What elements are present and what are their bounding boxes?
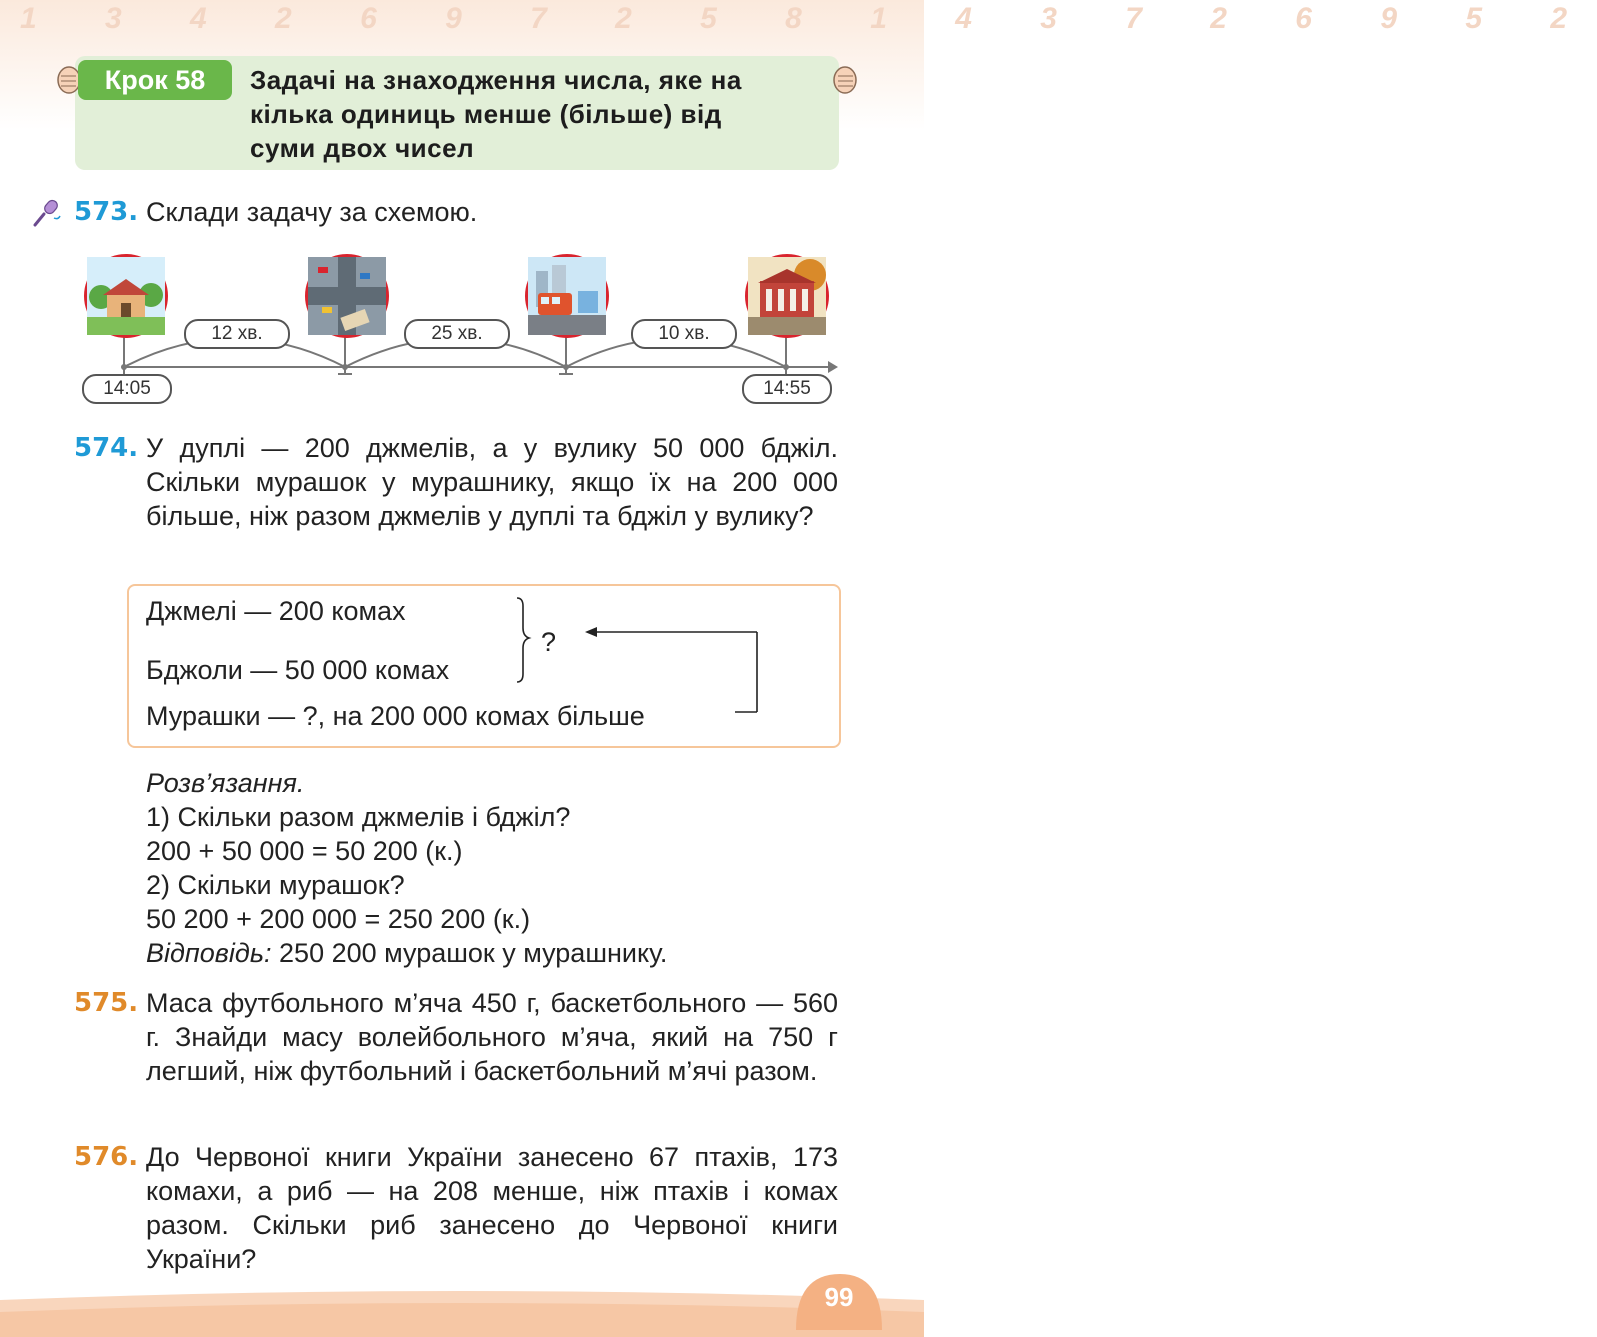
bottom-decor-wave [0,1270,924,1337]
background-digits-decor: 1 3 4 2 6 9 7 2 5 8 1 4 3 7 2 6 9 5 2 [20,2,1597,35]
school-icon [745,254,829,338]
brace-and-arrow [509,594,769,734]
answer-label: Відповідь: [146,938,272,968]
problem-575-text: Маса футбольного м’яча 450 г, баскетбольного — 560 г. Знайди масу волейбольного м’яча, який на 750 г легший, ніж футбольний і баскетбольний м’ячі разом. [146,988,838,1086]
pointing-hand-icon [832,64,858,96]
problem-574-text: У дуплі — 200 джмелів, а у вулику 50 000 бджіл. Скільки мурашок у мурашнику, якщо їх на 200 000 більше, ніж разом джмелів у дуплі та бджіл у вулику? [146,433,838,531]
bus-stop-icon [525,254,609,338]
sum-question-mark: ? [541,627,557,657]
short-condition-box [127,584,841,748]
condition-line-bumblebees: Джмелі — 200 комах [146,596,406,626]
interval-label: 12 хв. [184,319,290,349]
problem-573-text: Склади задачу за схемою. [146,197,478,227]
solution-step-2-equation: 50 200 + 200 000 = 250 200 (к.) [146,904,531,934]
solution-step-1-question: 1) Скільки разом джмелів і бджіл? [146,802,571,832]
lesson-title: Задачі на знаходження числа, яке на кілька одиниць менше (більше) від суми двох чисел [250,65,742,163]
problem-576-number: 576. [74,1142,139,1172]
solution-answer [146,936,667,970]
route-time-scheme [76,250,836,410]
solution-heading: Розв’язання. [146,768,305,798]
crossroad-icon [305,254,389,338]
solution-step-1-equation: 200 + 50 000 = 50 200 (к.) [146,836,463,866]
interval-label: 25 хв. [404,319,510,349]
page-number: 99 [824,1282,854,1312]
end-time-label: 14:55 [742,374,832,404]
step-badge: Крок 58 [78,60,232,100]
problem-575-number: 575. [74,988,139,1018]
house-icon [84,254,168,338]
solution-step-2-question: 2) Скільки мурашок? [146,870,405,900]
problem-576-text: До Червоної книги України занесено 67 птахів, 173 комахи, а риб — на 208 менше, ніж птахів і комах разом. Скільки риб занесено до Червоної книги України? [146,1142,838,1274]
answer-text: 250 200 мурашок у мурашнику. [271,938,668,968]
interval-label: 10 хв. [631,319,737,349]
microphone-icon [30,196,64,230]
problem-573-number: 573. [74,197,139,227]
condition-line-ants: Мурашки — ?, на 200 000 комах більше [146,701,645,731]
problem-574-number: 574. [74,433,139,463]
start-time-label: 14:05 [82,374,172,404]
condition-line-bees: Бджоли — 50 000 комах [146,655,450,685]
